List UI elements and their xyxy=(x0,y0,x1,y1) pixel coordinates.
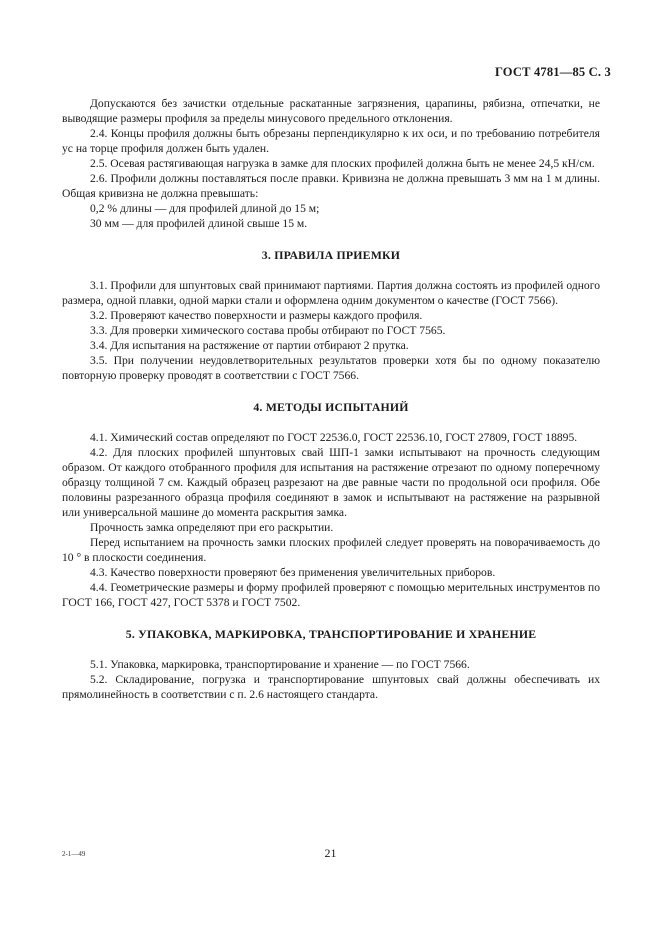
paragraph-4-1: 4.1. Химический состав определяют по ГОСТ 22536.0, ГОСТ 22536.10, ГОСТ 27809, ГОСТ 18895. xyxy=(90,431,578,444)
paragraph-3-3: 3.3. Для проверки химического состава пробы отбирают по ГОСТ 7565. xyxy=(90,324,446,337)
page-header: ГОСТ 4781—85 С. 3 xyxy=(494,65,611,79)
page-number: 21 xyxy=(324,846,337,860)
section-title-packaging: 5. УПАКОВКА, МАРКИРОВКА, ТРАНСПОРТИРОВАНИЕ И ХРАНЕНИЕ xyxy=(125,627,537,641)
list-item-curvature-1: 0,2 % длины — для профилей длиной до 15 м; xyxy=(90,202,320,215)
paragraph-2-5: 2.5. Осевая растягивающая нагрузка в замке для плоских профилей должна быть не менее 24,5 кН/см. xyxy=(90,157,595,170)
paragraph-5-1: 5.1. Упаковка, маркировка, транспортирование и хранение — по ГОСТ 7566. xyxy=(90,658,470,671)
print-code: 2-1—49 xyxy=(62,850,86,858)
paragraph-intro-1: Допускаются без зачистки отдельные раскатанные загрязнения, царапины, рябизна, отпечатки, не выводящие размеры профиля за пределы минусового предельного отклонения. xyxy=(62,97,600,125)
document-body xyxy=(62,96,600,702)
paragraph-lock-rotation: Перед испытанием на прочность замки плоских профилей следует проверять на поворачиваемость до 10 ° в плоскости соединения. xyxy=(62,536,600,564)
paragraph-4-2: 4.2. Для плоских профилей шпунтовых свай ШП-1 замки испытывают на прочность следующим образом. От каждого отобранного профиля для испытания на растяжение отрезают по одному поперечному образцу толщиной 7 см. Каждый образец разрезают на две равные части по продольной оси профиля. Обе половины разрезанного образца профиля соединяют в замок и испытывают на растяжение на разрывной или универсальной машине до момента раскрытия замка. xyxy=(62,446,600,519)
paragraph-4-4: 4.4. Геометрические размеры и форму профилей проверяют с помощью мерительных инструментов по ГОСТ 166, ГОСТ 427, ГОСТ 5378 и ГОСТ 7502. xyxy=(62,581,600,609)
paragraph-3-4: 3.4. Для испытания на растяжение от партии отбирают 2 прутка. xyxy=(90,339,409,352)
section-title-test-methods: 4. МЕТОДЫ ИСПЫТАНИЙ xyxy=(253,400,409,414)
paragraph-4-3: 4.3. Качество поверхности проверяют без применения увеличительных приборов. xyxy=(90,566,496,579)
paragraph-3-5: 3.5. При получении неудовлетворительных результатов проверки хотя бы по одному показателю повторную проверку проводят в соответствии с ГОСТ 7566. xyxy=(62,354,600,382)
paragraph-5-2: 5.2. Складирование, погрузка и транспортирование шпунтовых свай должны обеспечивать их прямолинейность в соответствии с п. 2.6 настоящего стандарта. xyxy=(62,673,600,701)
paragraph-2-6: 2.6. Профили должны поставляться после правки. Кривизна не должна превышать 3 мм на 1 м длины. Общая кривизна не должна превышать: xyxy=(62,172,600,200)
paragraph-2-4: 2.4. Концы профиля должны быть обрезаны перпендикулярно к их оси, и по требованию потребителя ус на торце профиля должен быть удален. xyxy=(62,127,600,155)
paragraph-3-2: 3.2. Проверяют качество поверхности и размеры каждого профиля. xyxy=(90,309,423,322)
paragraph-lock-strength: Прочность замка определяют при его раскрытии. xyxy=(90,521,334,534)
paragraph-3-1: 3.1. Профили для шпунтовых свай принимают партиями. Партия должна состоять из профилей одного размера, одной плавки, одной марки стали и оформлена одним документом о качестве (ГОСТ 7566). xyxy=(62,279,600,307)
section-title-acceptance: 3. ПРАВИЛА ПРИЕМКИ xyxy=(261,248,401,262)
list-item-curvature-2: 30 мм — для профилей длиной свыше 15 м. xyxy=(90,217,308,230)
